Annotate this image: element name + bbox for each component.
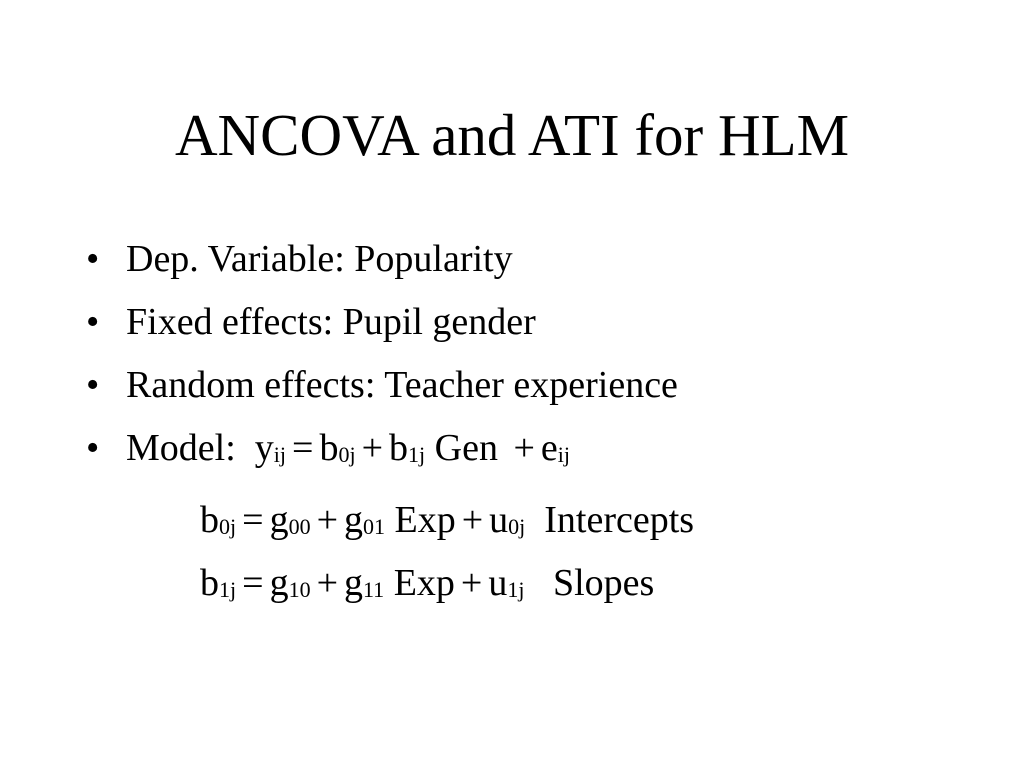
- intercepts-equation: [200, 489, 694, 558]
- model-b0-subscript: 0j: [338, 442, 356, 467]
- eq-g-subscript: 01: [363, 514, 385, 539]
- intercepts-label: Intercepts: [544, 499, 695, 541]
- bullet-item-model: [82, 417, 678, 480]
- model-b0: b: [319, 427, 339, 469]
- model-plus: +: [513, 427, 535, 469]
- eq-g-subscript: 11: [363, 577, 385, 602]
- eq-g: g: [344, 499, 363, 541]
- bullet-item-fixed-effects: [82, 291, 678, 354]
- bullet-text: Fixed effects: Pupil gender: [126, 301, 536, 343]
- model-e: e: [540, 427, 558, 469]
- eq-exp: Exp: [393, 562, 455, 604]
- slide-title: ANCOVA and ATI for HLM: [174, 102, 850, 168]
- eq-g: g: [344, 562, 363, 604]
- eq-equals: =: [242, 562, 264, 604]
- model-equals: =: [292, 427, 314, 469]
- slopes-label: Slopes: [552, 562, 655, 604]
- eq-plus: +: [461, 499, 484, 541]
- model-b1-subscript: 1j: [408, 442, 426, 467]
- eq-u: u: [489, 499, 509, 541]
- eq-plus: +: [316, 499, 338, 541]
- eq-exp: Exp: [394, 499, 456, 541]
- model-b1: b: [389, 427, 409, 469]
- model-y-subscript: ij: [273, 442, 287, 467]
- model-label: Model:: [126, 427, 236, 469]
- bullet-item-random-effects: [82, 354, 678, 417]
- slopes-equation: [200, 552, 654, 621]
- eq-u-subscript: 1j: [507, 577, 525, 602]
- bullet-icon: •: [86, 427, 100, 469]
- eq-plus: +: [460, 562, 483, 604]
- eq-plus: +: [316, 562, 338, 604]
- eq-b-subscript: 1j: [219, 577, 237, 602]
- eq-g-subscript: 00: [288, 514, 311, 539]
- bullet-list: [82, 228, 678, 480]
- model-gen: Gen: [434, 427, 498, 469]
- eq-b-subscript: 0j: [219, 514, 237, 539]
- bullet-icon: •: [86, 364, 100, 406]
- model-e-subscript: ij: [557, 442, 570, 467]
- model-y: y: [254, 427, 274, 469]
- eq-u-subscript: 0j: [508, 514, 526, 539]
- bullet-text: Dep. Variable: Popularity: [126, 238, 513, 280]
- eq-b: b: [200, 562, 219, 604]
- bullet-icon: •: [86, 301, 100, 343]
- eq-equals: =: [242, 499, 264, 541]
- eq-u: u: [488, 562, 508, 604]
- eq-g-subscript: 10: [288, 577, 311, 602]
- eq-g: g: [269, 562, 289, 604]
- bullet-item-dep-variable: [82, 228, 678, 291]
- bullet-icon: •: [86, 238, 100, 280]
- model-plus: +: [361, 427, 384, 469]
- eq-g: g: [269, 499, 289, 541]
- eq-b: b: [200, 499, 219, 541]
- bullet-text: Random effects: Teacher experience: [126, 364, 678, 406]
